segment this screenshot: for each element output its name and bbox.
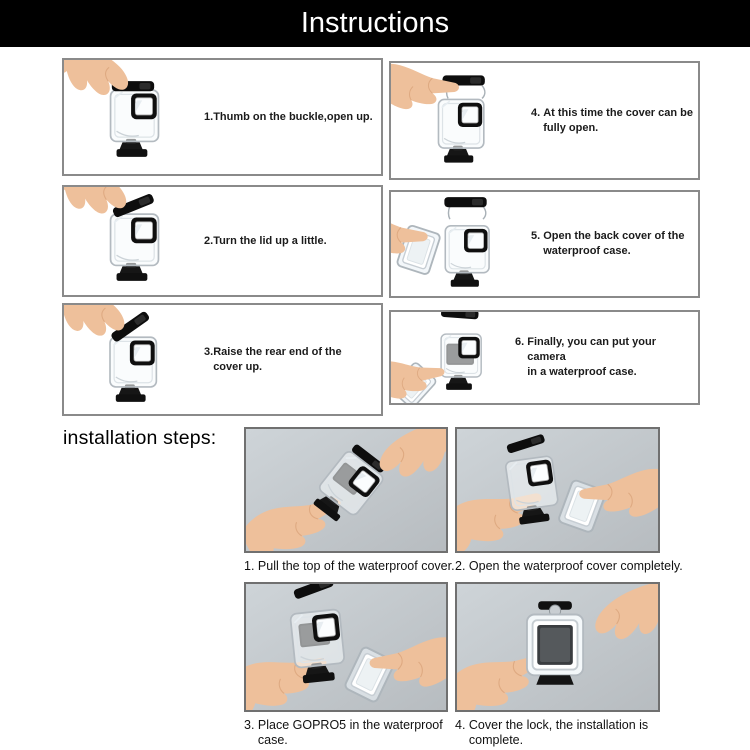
- installation-step-4: [455, 582, 660, 748]
- step-photo: [246, 429, 446, 551]
- step-text: Open the waterproof cover completely.: [468, 559, 683, 573]
- case-cover-photo: [64, 305, 202, 414]
- step-number: 6.: [515, 336, 528, 349]
- step-text: At this time the cover can be: [543, 106, 693, 119]
- instruction-caption-2: [202, 187, 381, 295]
- case-backcover-photo: [391, 192, 529, 296]
- instruction-caption-5: 5. Open the back cover of the waterproof case.: [531, 230, 685, 257]
- step-text: Raise the rear end of the: [213, 345, 342, 358]
- case-lid-photo: [64, 187, 202, 295]
- step-text: Pull the top of the waterproof cover.: [257, 559, 455, 573]
- step-number: 5.: [531, 230, 544, 243]
- case-illustration: [64, 60, 202, 174]
- place-camera-photo: [244, 582, 448, 712]
- step-text: Thumb on the buckle,open up.: [213, 110, 373, 123]
- pull-cover-photo: [244, 427, 448, 553]
- case-open-photo: [391, 63, 529, 178]
- instruction-caption-3: 3. Raise the rear end of the cover up.: [204, 345, 342, 373]
- camera-into-case-photo: [391, 312, 513, 403]
- installation-heading: installation steps:: [63, 427, 217, 449]
- step-text: Turn the lid up a little.: [213, 234, 327, 247]
- step-photo: [246, 584, 446, 710]
- step-number: 4.: [531, 106, 544, 119]
- installation-step-1: [244, 427, 455, 574]
- instruction-panel-2: [62, 185, 383, 297]
- step-text: Cover the lock, the installation is: [468, 718, 649, 732]
- instruction-panel-6: [389, 310, 700, 405]
- step-text: Place GOPRO5 in the waterproof: [257, 718, 443, 732]
- page-title: Instructions: [300, 7, 450, 39]
- instruction-caption-6: 6. Finally, you can put your camera in a waterproof case.: [513, 312, 698, 403]
- cover-lock-photo: [455, 582, 660, 712]
- step-number: 3.: [204, 345, 214, 358]
- case-illustration: [391, 192, 529, 296]
- installation-caption-3: 3. Place GOPRO5 in the waterproof case.: [244, 718, 443, 747]
- step-number: 2.: [204, 234, 214, 247]
- step-text: Open the back cover of the: [543, 230, 685, 243]
- installation-step-2: [455, 427, 683, 574]
- open-cover-photo: [455, 427, 660, 553]
- step-number: 4.: [455, 718, 469, 732]
- case-illustration: [64, 305, 202, 414]
- instruction-caption-4: 4. At this time the cover can be fully open.: [531, 106, 693, 134]
- case-illustration: [391, 312, 513, 403]
- step-photo: [457, 429, 658, 551]
- step-number: 1.: [204, 110, 214, 123]
- instruction-panel-4: [389, 61, 700, 180]
- case-illustration: [64, 187, 202, 295]
- installation-caption-1: [244, 559, 455, 574]
- instruction-panel-1: [62, 58, 383, 176]
- instruction-panel-3: [62, 303, 383, 416]
- step-number: 2.: [455, 559, 469, 573]
- step-photo: [457, 584, 658, 710]
- installation-caption-2: [455, 559, 683, 574]
- installation-caption-4: 4. Cover the lock, the installation is complete.: [455, 718, 649, 747]
- installation-step-3: [244, 582, 448, 748]
- instruction-panel-5: [389, 190, 700, 298]
- instruction-caption-1: [202, 60, 381, 174]
- case-illustration: [391, 63, 529, 178]
- header-bar: [0, 0, 750, 47]
- step-text: Finally, you can put your camera: [527, 336, 656, 364]
- step-number: 1.: [244, 559, 258, 573]
- case-buckle-photo: [64, 60, 202, 174]
- step-number: 3.: [244, 718, 258, 732]
